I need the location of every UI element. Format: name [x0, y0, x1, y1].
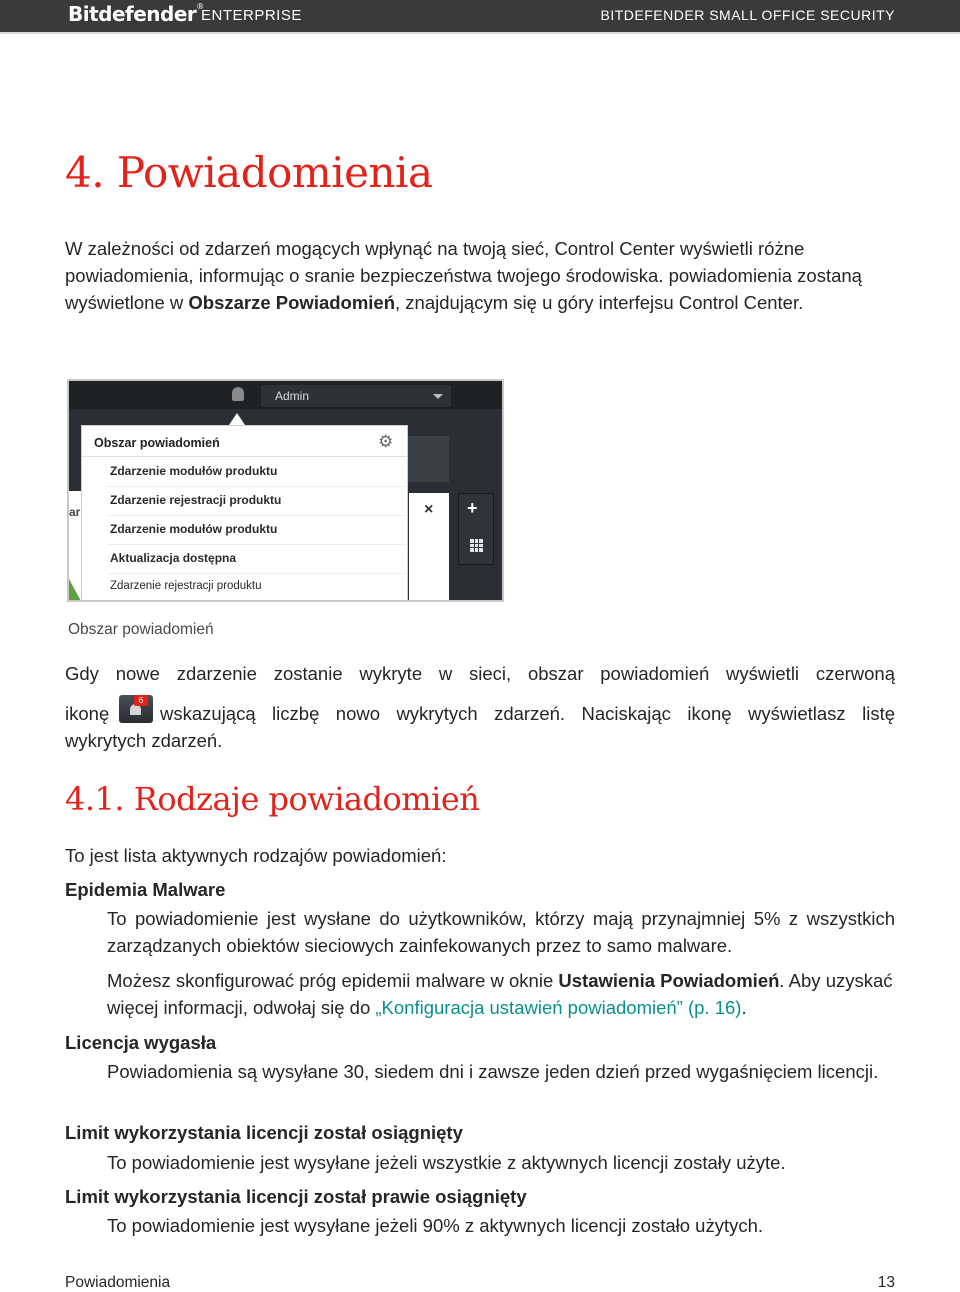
term-epidemia: Epidemia Malware — [65, 879, 226, 900]
item-divider — [108, 573, 406, 574]
desc-epidemia-config — [107, 967, 895, 1021]
desc-text: . Aby uzyskać więcej informacji, odwołaj się do — [107, 970, 893, 1018]
desc-epidemia: To powiadomienie jest wysłane do użytkowników, którzy mają przynajmniej 5% z wszystkich zarządzanych obiektów sieciowych zainfekowanych przez to samo malware. — [107, 908, 895, 956]
product-name: BITDEFENDER SMALL OFFICE SECURITY — [600, 7, 895, 23]
notification-item[interactable]: Zdarzenie rejestracji produktu — [110, 580, 262, 592]
desc-limit-osiagniety: To powiadomienie jest wysyłane jeżeli wszystkie z aktywnych licencji zostały użyte. — [107, 1152, 786, 1173]
brand-registered-mark: ® — [196, 2, 204, 11]
para2-line3: wykrytych zdarzeń. — [65, 730, 223, 751]
para2-line2: wskazującą liczbę nowo wykrytych zdarzeń. Naciskając ikonę wyświetlasz listę — [160, 703, 895, 724]
notification-count-badge: 6 — [134, 695, 148, 706]
section-intro: To jest lista aktywnych rodzajów powiadomień: — [65, 845, 447, 866]
term-limit-osiagniety: Limit wykorzystania licencji został osiągnięty — [65, 1122, 463, 1143]
figure-caption: Obszar powiadomień — [68, 621, 214, 638]
chapter-title: 4. Powiadomienia — [65, 148, 433, 197]
intro-text-end: , znajdującym się u góry interfejsu Control Center. — [395, 292, 804, 313]
intro-text: W zależności od zdarzeń mogących wpłynąć na twoją sieć, Control Center wyświetli różne powiadomienia, informując o sranie bezpieczeństwa twojego środowiska. powiadomienia zostaną wyświetlone w — [65, 238, 862, 313]
intro-strong: Obszarze Powiadomień — [188, 292, 396, 313]
notification-item[interactable]: Zdarzenie modułów produktu — [110, 522, 278, 536]
brand-name: Bitdefender — [68, 2, 197, 26]
screenshot-green-corner — [69, 579, 81, 601]
brand-logo — [68, 2, 204, 26]
notification-dropdown — [81, 425, 408, 602]
notification-bell-icon — [119, 695, 153, 723]
desc-limit-prawie: To powiadomienie jest wysyłane jeżeli 90% z aktywnych licencji zostało użytych. — [107, 1215, 764, 1236]
dropdown-title: Obszar powiadomień — [94, 436, 220, 450]
term-licencja: Licencja wygasła — [65, 1032, 217, 1053]
close-icon[interactable]: × — [424, 501, 434, 518]
notification-item[interactable]: Aktualizacja dostępna — [110, 551, 237, 565]
item-divider — [108, 544, 406, 545]
para2-icon-line — [65, 696, 895, 730]
settings-window-name: Ustawienia Powiadomień — [558, 970, 780, 991]
desc-licencja: Powiadomienia są wysyłane 30, siedem dni i zawsze jeden dzień przed wygaśnięciem licencji. — [107, 1061, 879, 1082]
dropdown-pointer — [229, 413, 245, 425]
screenshot-clipped-text: ar — [69, 505, 81, 519]
admin-user-menu[interactable] — [261, 385, 451, 407]
header-divider — [0, 32, 960, 34]
notification-item[interactable]: Zdarzenie modułów produktu — [110, 464, 278, 478]
dropdown-divider — [82, 456, 407, 457]
intro-paragraph — [65, 235, 895, 316]
para2-line1: Gdy nowe zdarzenie zostanie wykryte w sieci, obszar powiadomień wyświetli czerwoną — [65, 663, 895, 684]
notification-item[interactable]: Zdarzenie rejestracji produktu — [110, 493, 282, 507]
grid-icon[interactable] — [470, 539, 483, 552]
brand-suffix: ENTERPRISE — [201, 7, 302, 24]
section-title: 4.1. Rodzaje powiadomień — [65, 780, 480, 818]
notification-area-screenshot — [67, 379, 504, 602]
plus-icon[interactable]: + — [467, 498, 478, 518]
admin-label: Admin — [275, 389, 310, 403]
item-divider — [108, 515, 406, 516]
page-header — [0, 0, 960, 32]
para2-word: ikonę — [65, 703, 110, 724]
config-link[interactable]: „Konfiguracja ustawień powiadomień” (p. 16) — [375, 997, 742, 1018]
desc-text: Możesz skonfigurować próg epidemii malware w oknie — [107, 970, 559, 991]
bell-icon — [232, 387, 244, 401]
desc-text: . — [741, 997, 747, 1018]
footer-section: Powiadomienia — [65, 1274, 171, 1291]
term-limit-prawie: Limit wykorzystania licencji został prawie osiągnięty — [65, 1186, 527, 1207]
item-divider — [108, 486, 406, 487]
footer-page-number: 13 — [877, 1274, 895, 1291]
caret-down-icon — [433, 394, 443, 399]
screenshot-toolbar — [458, 493, 494, 565]
gear-icon[interactable]: ⚙ — [378, 432, 394, 451]
